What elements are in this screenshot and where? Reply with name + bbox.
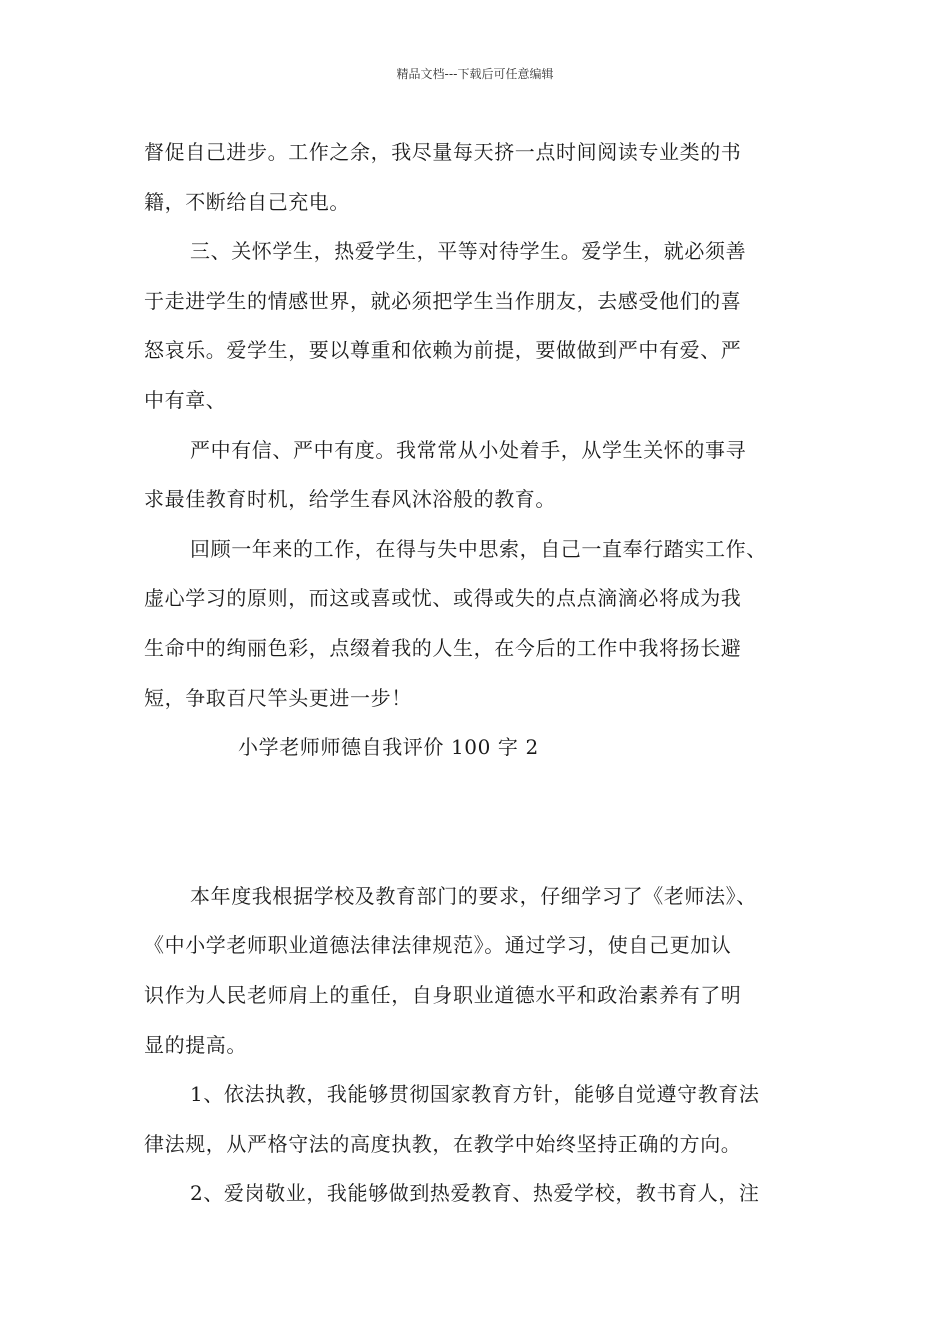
paragraph-line: 求最佳教育时机，给学生春风沐浴般的教育。 (144, 487, 556, 512)
paragraph-line: 短，争取百尺竿头更进一步！ (144, 685, 412, 710)
paragraph-line: 本年度我根据学校及教育部门的要求，仔细学习了《老师法》、 (190, 883, 757, 908)
paragraph-line: 生命中的绚丽色彩，点缀着我的人生，在今后的工作中我将扬长避 (144, 635, 742, 660)
paragraph-line: 严中有信、严中有度。我常常从小处着手，从学生关怀的事寻 (190, 437, 747, 462)
paragraph-line: 虚心学习的原则，而这或喜或忧、或得或失的点点滴滴必将成为我 (144, 586, 742, 611)
document-body (144, 128, 812, 1219)
paragraph-line: 籍，不断给自己充电。 (144, 189, 350, 214)
section-heading: 小学老师师德自我评价 100 字 2 (238, 735, 539, 760)
paragraph-line: 中有章、 (144, 387, 227, 412)
paragraph-line: 三、关怀学生，热爱学生，平等对待学生。爱学生，就必须善 (190, 239, 747, 264)
paragraph-line: 律法规，从严格守法的高度执教，在教学中始终坚持正确的方向。 (144, 1131, 742, 1156)
blank-space (144, 773, 812, 872)
paragraph-line: 1、依法执教，我能够贯彻国家教育方针，能够自觉遵守教育法 (190, 1082, 760, 1107)
paragraph-line: 回顾一年来的工作，在得与失中思索，自己一直奉行踏实工作、 (190, 536, 767, 561)
paragraph-line: 督促自己进步。工作之余，我尽量每天挤一点时间阅读专业类的书 (144, 140, 742, 164)
page-header: 精品文档---下载后可任意编辑 (396, 67, 554, 81)
paragraph-line: 2、爱岗敬业，我能够做到热爱教育、热爱学校，教书育人，注 (190, 1181, 760, 1206)
paragraph-line: 识作为人民老师肩上的重任，自身职业道德水平和政治素养有了明 (144, 982, 742, 1007)
paragraph-line: 怒哀乐。爱学生，要以尊重和依赖为前提，要做做到严中有爱、严 (144, 338, 742, 363)
paragraph-line: 于走进学生的情感世界，就必须把学生当作朋友，去感受他们的喜 (144, 288, 742, 313)
paragraph-line: 显的提高。 (144, 1032, 247, 1057)
paragraph-line: 《中小学老师职业道德法律法律规范》。通过学习，使自己更加认 (144, 933, 732, 958)
